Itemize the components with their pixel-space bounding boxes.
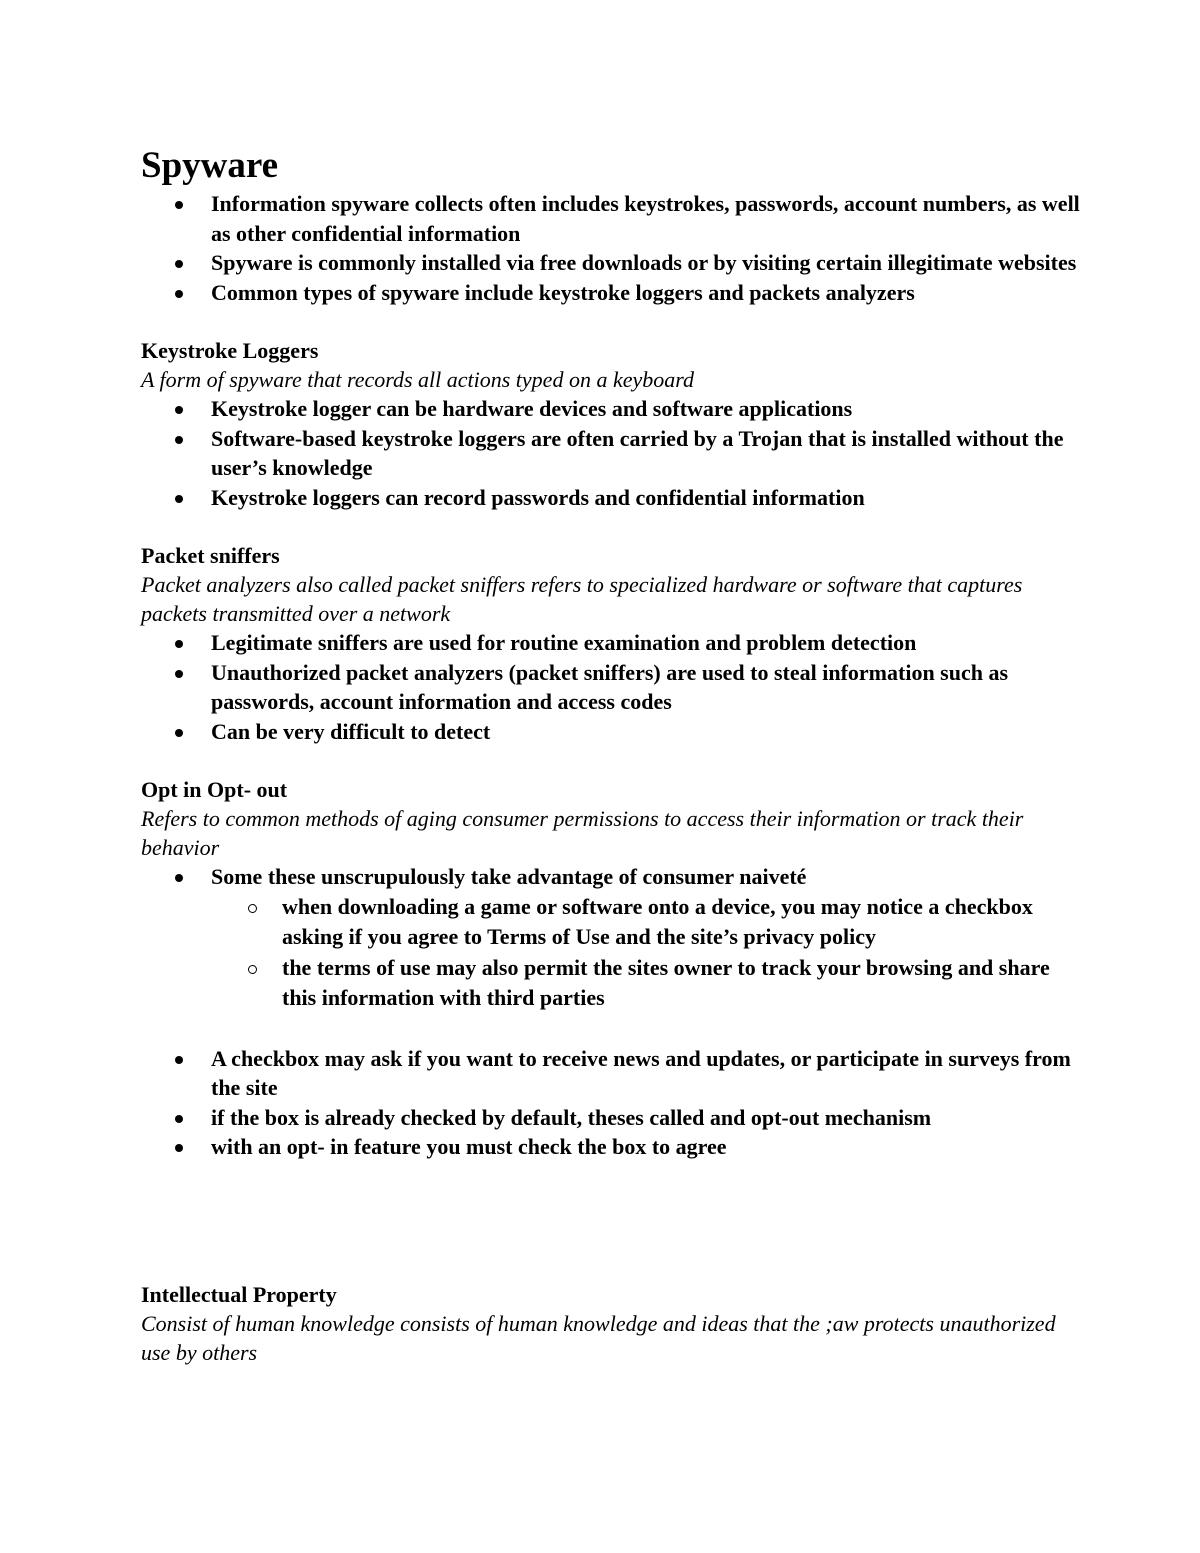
list-item: Common types of spyware include keystroke loggers and packets analyzers <box>141 278 1081 308</box>
packet-list <box>141 628 1081 746</box>
spacer <box>141 1014 1081 1044</box>
list-item: the terms of use may also permit the sites owner to track your browsing and share this information with third parties <box>211 953 1081 1014</box>
bullet-icon <box>175 201 183 209</box>
spacer <box>141 307 1081 336</box>
list-item: Unauthorized packet analyzers (packet sniffers) are used to steal information such as passwords, account information and access codes <box>141 658 1081 717</box>
bullet-icon <box>175 260 183 268</box>
bullet-icon <box>175 290 183 298</box>
list-item: Keystroke logger can be hardware devices and software applications <box>141 394 1081 424</box>
ip-heading: Intellectual Property <box>141 1281 337 1307</box>
list-item: Software-based keystroke loggers are often carried by a Trojan that is installed without the user’s knowledge <box>141 424 1081 483</box>
bullet-icon <box>175 1056 183 1064</box>
circle-bullet-icon <box>248 965 257 974</box>
list-item: Legitimate sniffers are used for routine examination and problem detection <box>141 628 1081 658</box>
list-item: Can be very difficult to detect <box>141 717 1081 747</box>
bullet-icon <box>175 406 183 414</box>
bullet-icon <box>175 1144 183 1152</box>
spyware-heading: Spyware <box>141 145 279 186</box>
list-item: Information spyware collects often includes keystrokes, passwords, account numbers, as well as other confidential information <box>141 189 1081 248</box>
bullet-icon <box>175 670 183 678</box>
packet-heading: Packet sniffers <box>141 543 280 568</box>
bullet-icon <box>175 640 183 648</box>
list-item: when downloading a game or software onto a device, you may notice a checkbox asking if you agree to Terms of Use and the site’s privacy policy <box>211 892 1081 953</box>
spacer <box>141 1162 1081 1280</box>
optin-sub-list <box>141 892 1081 1014</box>
optin-list <box>141 862 1081 892</box>
list-item: if the box is already checked by default, theses called and opt-out mechanism <box>141 1103 1081 1133</box>
spacer <box>141 746 1081 775</box>
keystroke-definition: A form of spyware that records all actions typed on a keyboard <box>141 367 694 392</box>
document-page <box>141 143 1081 1367</box>
list-item: with an opt- in feature you must check the box to agree <box>141 1132 1081 1162</box>
list-item: Spyware is commonly installed via free downloads or by visiting certain illegitimate websites <box>141 248 1081 278</box>
optin-heading: Opt in Opt- out <box>141 777 288 802</box>
optin-definition: Refers to common methods of aging consumer permissions to access their information or track their behavior <box>141 806 1024 860</box>
packet-definition: Packet analyzers also called packet sniffers refers to specialized hardware or software that captures packets transmitted over a network <box>141 572 1023 626</box>
keystroke-list <box>141 394 1081 512</box>
bullet-icon <box>175 436 183 444</box>
ip-definition: Consist of human knowledge consists of human knowledge and ideas that the ;aw protects unauthorized use by others <box>141 1310 1056 1365</box>
circle-bullet-icon <box>248 904 257 913</box>
bullet-icon <box>175 874 183 882</box>
optin-list-after <box>141 1044 1081 1162</box>
bullet-icon <box>175 495 183 503</box>
spyware-list <box>141 189 1081 307</box>
spacer <box>141 512 1081 541</box>
bullet-icon <box>175 729 183 737</box>
bullet-icon <box>175 1115 183 1123</box>
list-item: Keystroke loggers can record passwords and confidential information <box>141 483 1081 513</box>
list-item: A checkbox may ask if you want to receive news and updates, or participate in surveys from the site <box>141 1044 1081 1103</box>
keystroke-heading: Keystroke Loggers <box>141 338 319 363</box>
list-item: Some these unscrupulously take advantage of consumer naiveté <box>141 862 1081 892</box>
